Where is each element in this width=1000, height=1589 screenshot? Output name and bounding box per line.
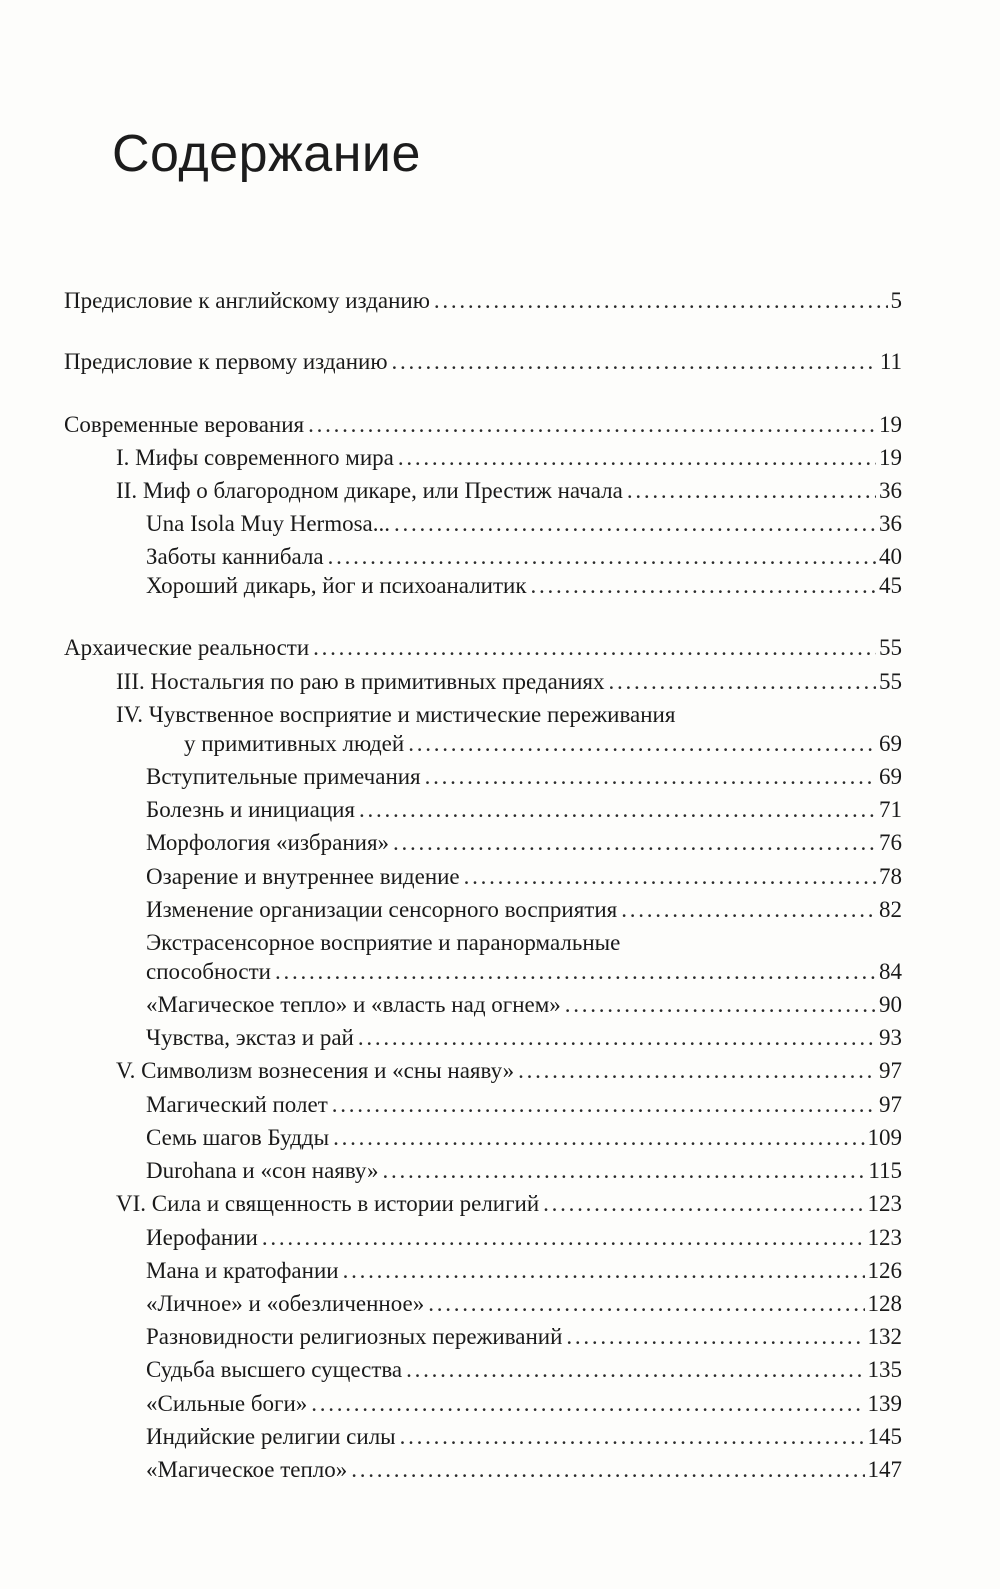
toc-subsection — [146, 1288, 902, 1320]
toc-subsection — [146, 1388, 902, 1420]
toc-entry-label: Индийские религии силы — [146, 1424, 396, 1449]
toc-leader-dots — [565, 989, 876, 1021]
toc-subsection — [146, 861, 902, 893]
toc-subsection — [146, 508, 902, 540]
toc-entry-page: 69 — [879, 764, 902, 789]
toc-leader-dots — [609, 666, 877, 698]
toc-leader-dots — [308, 409, 876, 441]
toc-leader-dots — [311, 1388, 864, 1420]
toc-entry-label: Чувства, экстаз и рай — [146, 1025, 354, 1050]
toc-entry-label: Архаические реальности — [64, 635, 310, 660]
toc-entry-page: 45 — [879, 573, 902, 598]
toc-entry-label: Судьба высшего существа — [146, 1357, 403, 1382]
toc-leader-dots — [425, 761, 876, 793]
toc-entry-label: Изменение организации сенсорного восприятия — [146, 897, 618, 922]
toc-leader-dots — [408, 728, 876, 760]
toc-entry-label: «Личное» и «обезличенное» — [146, 1291, 425, 1316]
toc-entry-label: Durohana и «сон наяву» — [146, 1158, 379, 1183]
toc-entry-label: Una Isola Muy Hermosa... — [146, 511, 391, 536]
toc-entry-label: V. Символизм вознесения и «сны наяву» — [116, 1058, 515, 1083]
toc-leader-dots — [393, 827, 876, 859]
toc-leader-dots — [262, 1222, 865, 1254]
toc-entry-page: 76 — [879, 830, 902, 855]
toc-chapter — [184, 728, 902, 760]
toc-leader-dots — [627, 475, 876, 507]
toc-entry-label: Вступительные примечания — [146, 764, 421, 789]
toc-entry — [64, 346, 902, 378]
toc-entry-page: 139 — [867, 1391, 902, 1416]
toc-chapter — [116, 1055, 902, 1087]
toc-subsection — [146, 1421, 902, 1453]
toc-leader-dots — [428, 1288, 864, 1320]
toc-entry-page: 19 — [879, 412, 902, 437]
toc-subsection-title-line: Экстрасенсорное восприятие и паранормальные — [146, 930, 621, 955]
toc-entry-page: 135 — [867, 1357, 902, 1382]
toc-subsection — [146, 1321, 902, 1353]
toc-chapter — [116, 666, 902, 698]
toc-leader-dots — [383, 1155, 866, 1187]
toc-entry-page: 109 — [867, 1125, 902, 1150]
toc-subsection — [146, 1155, 902, 1187]
toc-section — [64, 632, 902, 664]
toc-entry — [64, 285, 902, 317]
toc-leader-dots — [351, 1454, 864, 1486]
toc-chapter — [116, 475, 902, 507]
toc-leader-dots — [275, 956, 876, 988]
toc-subsection — [146, 1122, 902, 1154]
toc-entry-label: Болезнь и инициация — [146, 797, 356, 822]
toc-subsection — [146, 794, 902, 826]
toc-entry-label: «Сильные боги» — [146, 1391, 308, 1416]
toc-leader-dots — [398, 442, 876, 474]
toc-entry-page: 126 — [867, 1258, 902, 1283]
toc-entry-label: II. Миф о благородном дикаре, или Престиж начала — [116, 478, 623, 503]
toc-entry-page: 40 — [879, 544, 902, 569]
toc-entry-label: Предисловие к английскому изданию — [64, 288, 430, 313]
toc-entry-label: у примитивных людей — [184, 731, 405, 756]
toc-subsection — [146, 1089, 902, 1121]
toc-leader-dots — [394, 508, 876, 540]
toc-leader-dots — [400, 1421, 865, 1453]
toc-subsection — [146, 894, 902, 926]
toc-entry-page: 93 — [879, 1025, 902, 1050]
toc-entry-label: Современные верования — [64, 412, 305, 437]
toc-entry-page: 19 — [879, 445, 902, 470]
toc-leader-dots — [543, 1188, 864, 1220]
toc-entry-label: Семь шагов Будды — [146, 1125, 330, 1150]
toc-subsection — [146, 1222, 902, 1254]
toc-entry-label: «Магическое тепло» — [146, 1457, 348, 1482]
toc-entry-page: 145 — [867, 1424, 902, 1449]
toc-entry-page: 55 — [879, 635, 902, 660]
toc-subsection — [146, 989, 902, 1021]
toc-entry-label: способности — [146, 959, 271, 984]
toc-entry-label: Магический полет — [146, 1092, 328, 1117]
toc-leader-dots — [313, 632, 876, 664]
toc-subsection — [146, 827, 902, 859]
toc-subsection — [146, 1022, 902, 1054]
toc-entry-label: Предисловие к первому изданию — [64, 349, 388, 374]
toc-subsection — [146, 1354, 902, 1386]
toc-entry-label: «Магическое тепло» и «власть над огнем» — [146, 992, 561, 1017]
toc-entry-label: Морфология «избрания» — [146, 830, 390, 855]
toc-entry-label: Иерофании — [146, 1225, 258, 1250]
toc-leader-dots — [531, 570, 876, 602]
toc-entry-label: I. Мифы современного мира — [116, 445, 394, 470]
toc-leader-dots — [566, 1321, 864, 1353]
toc-leader-dots — [328, 541, 876, 573]
toc-subsection — [146, 570, 902, 602]
toc-leader-dots — [333, 1122, 864, 1154]
toc-leader-dots — [518, 1055, 876, 1087]
toc-subsection — [146, 541, 902, 573]
toc-subsection — [146, 761, 902, 793]
toc-entry-page: 123 — [867, 1191, 902, 1216]
toc-entry-page: 97 — [879, 1058, 902, 1083]
page-title: Содержание — [112, 125, 421, 183]
toc-chapter — [116, 442, 902, 474]
toc-leader-dots — [406, 1354, 864, 1386]
toc-entry-page: 123 — [867, 1225, 902, 1250]
toc-leader-dots — [434, 285, 888, 317]
toc-entry-label: III. Ностальгия по раю в примитивных преданиях — [116, 669, 605, 694]
toc-leader-dots — [392, 346, 877, 378]
toc-entry-page: 84 — [879, 959, 902, 984]
toc-entry-page: 11 — [879, 349, 902, 374]
toc-entry-page: 69 — [879, 731, 902, 756]
toc-entry-label: Хороший дикарь, йог и психоаналитик — [146, 573, 527, 598]
toc-chapter — [116, 1188, 902, 1220]
toc-entry-label: VI. Сила и священность в истории религий — [116, 1191, 540, 1216]
toc-entry-page: 36 — [879, 478, 902, 503]
toc-entry-page: 90 — [879, 992, 902, 1017]
toc-subsection — [146, 1255, 902, 1287]
toc-entry-page: 82 — [879, 897, 902, 922]
toc-leader-dots — [343, 1255, 865, 1287]
toc-entry-page: 132 — [867, 1324, 902, 1349]
toc-leader-dots — [464, 861, 876, 893]
toc-entry-page: 71 — [879, 797, 902, 822]
toc-entry-page: 55 — [879, 669, 902, 694]
toc-entry-page: 78 — [879, 864, 902, 889]
toc-leader-dots — [332, 1089, 876, 1121]
toc-entry-page: 5 — [890, 288, 902, 313]
toc-entry-page: 128 — [867, 1291, 902, 1316]
toc-entry-page: 147 — [867, 1457, 902, 1482]
toc-entry-label: Мана и кратофании — [146, 1258, 339, 1283]
toc-entry-label: Заботы каннибала — [146, 544, 324, 569]
toc-entry-label: Разновидности религиозных переживаний — [146, 1324, 563, 1349]
toc-entry-page: 115 — [868, 1158, 902, 1183]
toc-leader-dots — [621, 894, 876, 926]
toc-leader-dots — [359, 794, 876, 826]
toc-section — [64, 409, 902, 441]
toc-entry-page: 97 — [879, 1092, 902, 1117]
toc-chapter-title-line: IV. Чувственное восприятие и мистические переживания — [116, 702, 676, 727]
toc-subsection — [146, 956, 902, 988]
toc-subsection — [146, 1454, 902, 1486]
toc-entry-label: Озарение и внутреннее видение — [146, 864, 460, 889]
toc-entry-page: 36 — [879, 511, 902, 536]
toc-leader-dots — [358, 1022, 876, 1054]
